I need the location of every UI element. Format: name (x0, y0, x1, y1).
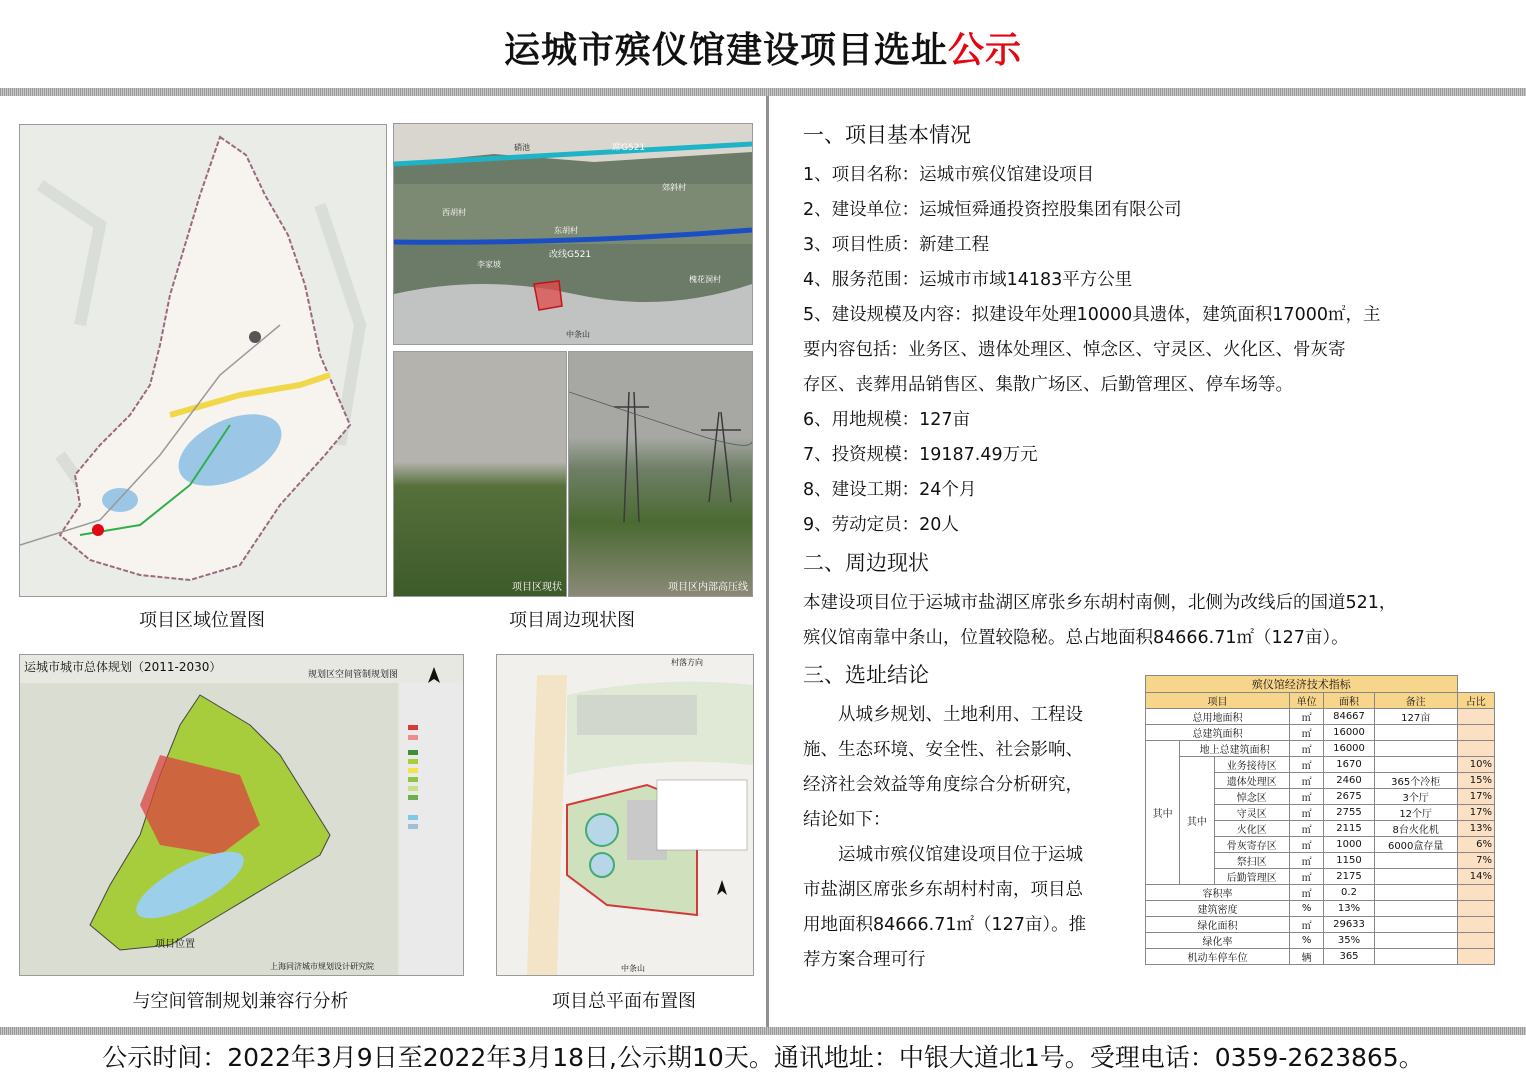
section1-item-1: 1、项目名称：运城市殡仪馆建设项目 (803, 165, 1095, 185)
planning-heading: 运城市城市总体规划（2011-2030） (24, 660, 222, 674)
spec-cell-note (1374, 725, 1457, 741)
section1-item-5c: 存区、丧葬用品销售区、集散广场区、后勤管理区、停车场等。 (803, 375, 1293, 395)
spec-cell-note: 8台火化机 (1374, 821, 1457, 837)
title-highlight: 公示 (948, 30, 1023, 71)
planning-caption: 与空间管制规划兼容行分析 (132, 991, 349, 1012)
site-plan-south-label: 中条山 (621, 964, 645, 973)
spec-cell-note (1374, 901, 1457, 917)
section1-item-6: 6、用地规模：127亩 (803, 410, 971, 430)
section1-item-7: 7、投资规模：19187.49万元 (803, 445, 1038, 465)
spec-header-unit: 单位 (1289, 693, 1323, 709)
spec-cell-unit: 辆 (1289, 949, 1323, 965)
section1-item-5a: 5、建设规模及内容：拟建设年处理10000具遗体，建筑面积17000㎡，主 (803, 305, 1381, 325)
spec-cell-note: 6000盒存量 (1374, 837, 1457, 853)
sat-label-jiaoxie: 郊斜村 (662, 183, 686, 192)
section1-item-2: 2、建设单位：运城恒舜通投资控股集团有限公司 (803, 200, 1182, 220)
spec-group-outer: 其中 (1146, 741, 1180, 885)
spec-cell-name: 地上总建筑面积 (1180, 741, 1290, 757)
spec-cell-name: 总建筑面积 (1146, 725, 1290, 741)
site-plan-graphic (497, 655, 753, 975)
spec-cell-value: 29633 (1324, 917, 1374, 933)
spec-cell-unit: % (1289, 901, 1323, 917)
section3-line-3: 经济社会效益等角度综合分析研究， (803, 775, 1083, 795)
spec-cell-pct (1457, 741, 1494, 757)
spec-cell-note (1374, 949, 1457, 965)
photo1-label: 项目区现状 (512, 582, 562, 593)
spec-table (1145, 675, 1495, 965)
spec-cell-name: 建筑密度 (1146, 901, 1290, 917)
section2-line-2: 殡仪馆南靠中条山，位置较隐秘。总占地面积84666.71㎡（127亩）。 (803, 628, 1349, 648)
planning-subheading: 规划区空间管制规划图 (308, 670, 399, 680)
site-plan-caption: 项目总平面布置图 (552, 991, 696, 1012)
section3-line-6: 市盐湖区席张乡东胡村村南，项目总 (803, 880, 1083, 900)
spec-group-inner: 其中 (1180, 757, 1214, 885)
powerline-graphic (569, 352, 752, 596)
spec-cell-value: 13% (1324, 901, 1374, 917)
sat-label-xiaochi: 硝池 (514, 143, 530, 152)
spec-cell-unit: ㎡ (1289, 821, 1323, 837)
spec-row (1146, 933, 1495, 949)
spec-cell-pct: 7% (1457, 853, 1494, 869)
spec-cell-pct: 13% (1457, 821, 1494, 837)
spec-cell-pct: 10% (1457, 757, 1494, 773)
spec-cell-unit: ㎡ (1289, 725, 1323, 741)
spec-row (1146, 949, 1495, 965)
spec-cell-unit: ㎡ (1289, 885, 1323, 901)
section1-heading: 一、项目基本情况 (803, 123, 971, 147)
spec-cell-value: 0.2 (1324, 885, 1374, 901)
spec-cell-value: 2115 (1324, 821, 1374, 837)
spec-header-value: 面积 (1324, 693, 1374, 709)
spec-cell-name: 守灵区 (1214, 805, 1289, 821)
bottom-divider (0, 1027, 1526, 1035)
spec-cell-pct (1457, 885, 1494, 901)
spec-cell-pct (1457, 901, 1494, 917)
sat-label-lijiapo: 李家坡 (477, 260, 501, 269)
spec-cell-unit: % (1289, 933, 1323, 949)
sat-label-huaihua: 槐花洞村 (689, 275, 721, 284)
section3-line-4: 结论如下： (803, 810, 891, 830)
spec-table-title: 殡仪馆经济技术指标 (1146, 676, 1458, 693)
spec-cell-pct (1457, 933, 1494, 949)
site-photo-1 (393, 351, 567, 597)
planning-map (19, 654, 464, 976)
spec-row (1146, 901, 1495, 917)
location-map (19, 124, 387, 597)
spec-cell-value: 1150 (1324, 853, 1374, 869)
section1-item-5b: 要内容包括：业务区、遗体处理区、悼念区、守灵区、火化区、骨灰寄 (803, 340, 1346, 360)
spec-cell-note (1374, 757, 1457, 773)
spec-row (1146, 725, 1495, 741)
section3-line-1: 从城乡规划、土地利用、工程设 (803, 705, 1083, 725)
section3-line-7: 用地面积84666.71㎡（127亩）。推 (803, 915, 1087, 935)
sat-label-zhongtiao: 中条山 (566, 330, 590, 339)
section1-item-8: 8、建设工期：24个月 (803, 480, 977, 500)
spec-cell-value: 84667 (1324, 709, 1374, 725)
spec-cell-value: 35% (1324, 933, 1374, 949)
spec-cell-pct: 15% (1457, 773, 1494, 789)
spec-row (1146, 885, 1495, 901)
spec-table-wrap (1145, 675, 1495, 965)
spec-cell-value: 1670 (1324, 757, 1374, 773)
section3-line-8: 荐方案合理可行 (803, 950, 926, 970)
spec-cell-note: 12个厅 (1374, 805, 1457, 821)
center-divider (766, 96, 769, 1027)
section1-item-3: 3、项目性质：新建工程 (803, 235, 990, 255)
spec-header-note: 备注 (1374, 693, 1457, 709)
spec-cell-value: 2755 (1324, 805, 1374, 821)
site-plan-north-road: 村落方向 (671, 658, 703, 667)
spec-header-name: 项目 (1146, 693, 1290, 709)
spec-cell-name: 总用地面积 (1146, 709, 1290, 725)
spec-cell-value: 2675 (1324, 789, 1374, 805)
section1-item-4: 4、服务范围：运城市市域14183平方公里 (803, 270, 1133, 290)
spec-cell-value: 16000 (1324, 741, 1374, 757)
photo2-label: 项目区内部高压线 (668, 582, 748, 593)
page-title (0, 22, 1526, 73)
spec-cell-name: 容积率 (1146, 885, 1290, 901)
sat-label-g521: 席G521 (612, 143, 646, 153)
spec-table-body (1146, 709, 1495, 965)
location-map-graphic (20, 125, 386, 596)
planning-graphic (20, 655, 463, 975)
spec-cell-note (1374, 853, 1457, 869)
spec-cell-note (1374, 741, 1457, 757)
section3-line-5: 运城市殡仪馆建设项目位于运城 (803, 845, 1083, 865)
spec-cell-name: 遗体处理区 (1214, 773, 1289, 789)
spec-cell-name: 骨灰寄存区 (1214, 837, 1289, 853)
spec-row (1146, 709, 1495, 725)
location-map-caption: 项目区域位置图 (139, 610, 265, 631)
sat-label-gaixian: 改线G521 (549, 250, 592, 260)
spec-cell-name: 祭扫区 (1214, 853, 1289, 869)
section2-heading: 二、周边现状 (803, 551, 929, 575)
spec-row (1146, 757, 1495, 773)
spec-cell-pct (1457, 709, 1494, 725)
spec-cell-name: 悼念区 (1214, 789, 1289, 805)
spec-cell-name: 后勤管理区 (1214, 869, 1289, 885)
spec-cell-note: 365个冷柜 (1374, 773, 1457, 789)
spec-header-pct: 占比 (1457, 693, 1494, 709)
spec-cell-value: 2175 (1324, 869, 1374, 885)
spec-cell-note (1374, 869, 1457, 885)
top-divider (0, 88, 1526, 96)
spec-cell-note: 3个厅 (1374, 789, 1457, 805)
spec-cell-unit: ㎡ (1289, 869, 1323, 885)
spec-cell-name: 绿化率 (1146, 933, 1290, 949)
spec-cell-pct (1457, 725, 1494, 741)
spec-cell-unit: ㎡ (1289, 853, 1323, 869)
spec-cell-note (1374, 917, 1457, 933)
surroundings-caption: 项目周边现状图 (509, 610, 635, 631)
section3-heading: 三、选址结论 (803, 663, 929, 687)
spec-cell-pct: 17% (1457, 805, 1494, 821)
section3-line-2: 施、生态环境、安全性、社会影响、 (803, 740, 1083, 760)
spec-cell-unit: ㎡ (1289, 789, 1323, 805)
spec-cell-pct: 17% (1457, 789, 1494, 805)
spec-cell-name: 机动车停车位 (1146, 949, 1290, 965)
spec-cell-value: 16000 (1324, 725, 1374, 741)
spec-cell-unit: ㎡ (1289, 773, 1323, 789)
spec-row (1146, 741, 1495, 757)
spec-cell-unit: ㎡ (1289, 805, 1323, 821)
section1-item-9: 9、劳动定员：20人 (803, 515, 959, 535)
spec-cell-unit: ㎡ (1289, 741, 1323, 757)
planning-institute: 上海同济城市规划设计研究院 (270, 962, 374, 971)
spec-cell-unit: ㎡ (1289, 917, 1323, 933)
spec-cell-pct (1457, 917, 1494, 933)
spec-cell-note (1374, 933, 1457, 949)
spec-cell-pct (1457, 949, 1494, 965)
spec-cell-note: 127亩 (1374, 709, 1457, 725)
spec-cell-pct: 14% (1457, 869, 1494, 885)
spec-cell-unit: ㎡ (1289, 709, 1323, 725)
section2-line-1: 本建设项目位于运城市盐湖区席张乡东胡村南侧，北侧为改线后的国道521， (803, 593, 1397, 613)
spec-cell-value: 365 (1324, 949, 1374, 965)
sat-label-xihu: 西胡村 (442, 208, 466, 217)
planning-marker: 项目位置 (155, 939, 195, 950)
title-main: 运城市殡仪馆建设项目选址 (503, 30, 948, 71)
spec-cell-value: 2460 (1324, 773, 1374, 789)
footer-notice: 公示时间：2022年3月9日至2022年3月18日,公示期10天。通讯地址：中银大道北1号。受理电话：0359-2623865。 (102, 1043, 1424, 1072)
spec-cell-note (1374, 885, 1457, 901)
satellite-map (393, 123, 753, 345)
sat-label-donghu: 东胡村 (554, 226, 578, 235)
spec-cell-unit: ㎡ (1289, 757, 1323, 773)
spec-cell-name: 业务接待区 (1214, 757, 1289, 773)
spec-cell-unit: ㎡ (1289, 837, 1323, 853)
site-plan (496, 654, 754, 976)
site-photo-2 (568, 351, 753, 597)
spec-cell-name: 绿化面积 (1146, 917, 1290, 933)
spec-cell-pct: 6% (1457, 837, 1494, 853)
spec-row (1146, 917, 1495, 933)
spec-cell-value: 1000 (1324, 837, 1374, 853)
spec-cell-name: 火化区 (1214, 821, 1289, 837)
